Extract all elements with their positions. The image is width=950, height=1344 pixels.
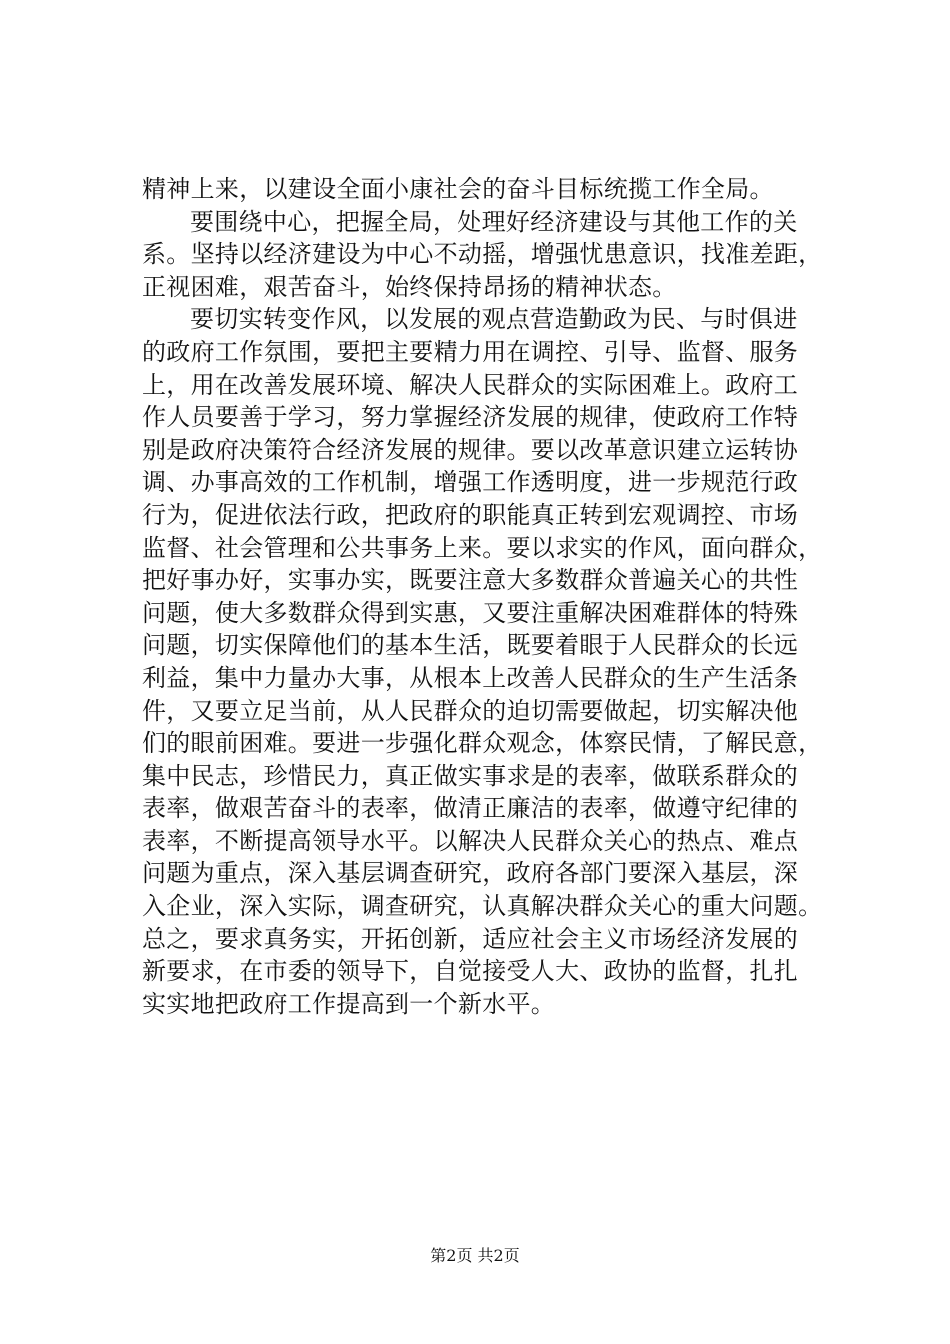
text-line: 要切实转变作风，以发展的观点营造勤政为民、与时俱进: [190, 305, 798, 334]
text-line: 监督、社会管理和公共事务上来。要以求实的作风，面向群众，: [142, 533, 823, 562]
text-line: 系。坚持以经济建设为中心不动摇，增强忧患意识，找准差距，: [142, 240, 823, 269]
page-number: 第2页 共2页: [430, 1246, 520, 1265]
text-line: 利益，集中力量办大事，从根本上改善人民群众的生产生活条: [142, 663, 799, 692]
text-line: 表率，做艰苦奋斗的表率，做清正廉洁的表率，做遵守纪律的: [142, 794, 799, 823]
page-footer: [0, 1244, 950, 1268]
text-line: 行为，促进依法行政，把政府的职能真正转到宏观调控、市场: [142, 500, 799, 529]
text-line: 集中民志，珍惜民力，真正做实事求是的表率，做联系群众的: [142, 761, 799, 790]
text-line: 实实地把政府工作提高到一个新水平。: [142, 989, 556, 1018]
text-line: 上，用在改善发展环境、解决人民群众的实际困难上。政府工: [142, 370, 799, 399]
paragraph: [142, 206, 822, 304]
text-line: 调、办事高效的工作机制，增强工作透明度，进一步规范行政: [142, 468, 799, 497]
text-line: 正视困难，艰苦奋斗，始终保持昂扬的精神状态。: [142, 272, 677, 301]
text-line: 问题为重点，深入基层调查研究，政府各部门要深入基层，深: [142, 859, 799, 888]
text-line: 问题，使大多数群众得到实惠，又要注重解决困难群体的特殊: [142, 598, 799, 627]
text-line: 新要求，在市委的领导下，自觉接受人大、政协的监督，扎扎: [142, 957, 799, 986]
text-line: 表率，不断提高领导水平。以解决人民群众关心的热点、难点: [142, 826, 799, 855]
text-line: 把好事办好，实事办实，既要注意大多数群众普遍关心的共性: [142, 566, 799, 595]
paragraph: [142, 173, 822, 206]
text-line: 作人员要善于学习，努力掌握经济发展的规律，使政府工作特: [142, 403, 799, 432]
text-line: 精神上来，以建设全面小康社会的奋斗目标统揽工作全局。: [142, 175, 774, 203]
paragraph: [142, 303, 822, 1020]
text-line: 的政府工作氛围，要把主要精力用在调控、引导、监督、服务: [142, 337, 799, 366]
document-body: [142, 173, 822, 1020]
text-line: 总之，要求真务实，开拓创新，适应社会主义市场经济发展的: [142, 924, 799, 953]
text-line: 问题，切实保障他们的基本生活，既要着眼于人民群众的长远: [142, 631, 799, 660]
text-line: 要围绕中心，把握全局，处理好经济建设与其他工作的关: [190, 207, 798, 236]
text-line: 别是政府决策符合经济发展的规律。要以改革意识建立运转协: [142, 435, 799, 464]
text-line: 件，又要立足当前，从人民群众的迫切需要做起，切实解决他: [142, 696, 799, 725]
text-line: 们的眼前困难。要进一步强化群众观念，体察民情，了解民意，: [142, 729, 823, 758]
text-line: 入企业，深入实际，调查研究，认真解决群众关心的重大问题。: [142, 892, 823, 921]
